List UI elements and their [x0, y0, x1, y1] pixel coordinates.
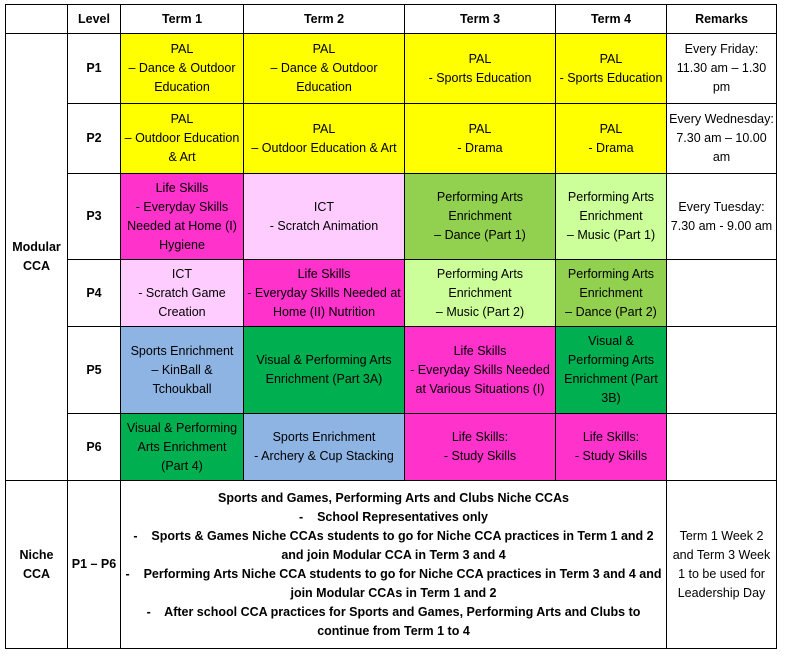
cell-p4-term1: ICT - Scratch Game Creation [121, 260, 244, 327]
remarks-niche: Term 1 Week 2 and Term 3 Week 1 to be used for Leadership Day [667, 481, 777, 649]
cell-p5-term4: Visual & Performing Arts Enrichment (Part 3B) [556, 327, 667, 414]
remarks-p1: Every Friday: 11.30 am – 1.30 pm [667, 34, 777, 104]
row-niche [6, 481, 777, 649]
cell-p1-term3: PAL - Sports Education [405, 34, 556, 104]
cell-p5-term2: Visual & Performing Arts Enrichment (Part 3A) [244, 327, 405, 414]
header-term-4: Term 4 [556, 5, 667, 34]
header-row [6, 5, 777, 34]
cell-p1-term2: PAL – Dance & Outdoor Education [244, 34, 405, 104]
row-p6 [6, 414, 777, 481]
level-p6: P6 [68, 414, 121, 481]
header-remarks: Remarks [667, 5, 777, 34]
niche-cca-label: Niche CCA [6, 481, 68, 649]
remarks-p3: Every Tuesday: 7.30 am - 9.00 am [667, 174, 777, 260]
cell-p6-term3: Life Skills: - Study Skills [405, 414, 556, 481]
level-p1: P1 [68, 34, 121, 104]
cell-p2-term4: PAL - Drama [556, 104, 667, 174]
cell-p4-term2: Life Skills - Everyday Skills Needed at Home (II) Nutrition [244, 260, 405, 327]
row-p5 [6, 327, 777, 414]
cell-p6-term1: Visual & Performing Arts Enrichment (Part 4) [121, 414, 244, 481]
level-p3: P3 [68, 174, 121, 260]
remarks-p4 [667, 260, 777, 327]
header-level: Level [68, 5, 121, 34]
cell-p1-term1: PAL – Dance & Outdoor Education [121, 34, 244, 104]
row-p4 [6, 260, 777, 327]
level-p5: P5 [68, 327, 121, 414]
level-p1-p6: P1 – P6 [68, 481, 121, 649]
cell-p6-term4: Life Skills: - Study Skills [556, 414, 667, 481]
cell-p6-term2: Sports Enrichment - Archery & Cup Stacking [244, 414, 405, 481]
cell-p5-term3: Life Skills - Everyday Skills Needed at Various Situations (I) [405, 327, 556, 414]
cell-p5-term1: Sports Enrichment – KinBall & Tchoukball [121, 327, 244, 414]
remarks-p2: Every Wednesday: 7.30 am – 10.00 am [667, 104, 777, 174]
remarks-p5 [667, 327, 777, 414]
cell-p4-term3: Performing Arts Enrichment – Music (Part 2) [405, 260, 556, 327]
remarks-p6 [667, 414, 777, 481]
cell-p3-term1: Life Skills - Everyday Skills Needed at Home (I) Hygiene [121, 174, 244, 260]
cell-p3-term4: Performing Arts Enrichment – Music (Part 1) [556, 174, 667, 260]
cell-p1-term4: PAL - Sports Education [556, 34, 667, 104]
niche-cca-details: Sports and Games, Performing Arts and Clubs Niche CCAs - School Representatives only - Sports & Games Niche CCAs students to go for Niche CCA practices in Term 1 and 2 and join Modular CCA in Term 3 and 4 - Performing Arts Niche CCA students to go for Niche CCA practices in Term 3 and 4 and join Modular CCAs in Term 1 and 2 - After school CCA practices for Sports and Games, Performing Arts and Clubs to continue from Term 1 to 4 [121, 481, 667, 649]
cell-p3-term2: ICT - Scratch Animation [244, 174, 405, 260]
modular-cca-label: Modular CCA [6, 34, 68, 481]
header-blank [6, 5, 68, 34]
row-p2 [6, 104, 777, 174]
level-p4: P4 [68, 260, 121, 327]
cell-p4-term4: Performing Arts Enrichment – Dance (Part 2) [556, 260, 667, 327]
header-term-3: Term 3 [405, 5, 556, 34]
cell-p2-term2: PAL – Outdoor Education & Art [244, 104, 405, 174]
cell-p3-term3: Performing Arts Enrichment – Dance (Part 1) [405, 174, 556, 260]
row-p1 [6, 34, 777, 104]
cell-p2-term3: PAL - Drama [405, 104, 556, 174]
cell-p2-term1: PAL – Outdoor Education & Art [121, 104, 244, 174]
row-p3 [6, 174, 777, 260]
level-p2: P2 [68, 104, 121, 174]
header-term-2: Term 2 [244, 5, 405, 34]
cca-schedule-table [5, 4, 777, 649]
header-term-1: Term 1 [121, 5, 244, 34]
